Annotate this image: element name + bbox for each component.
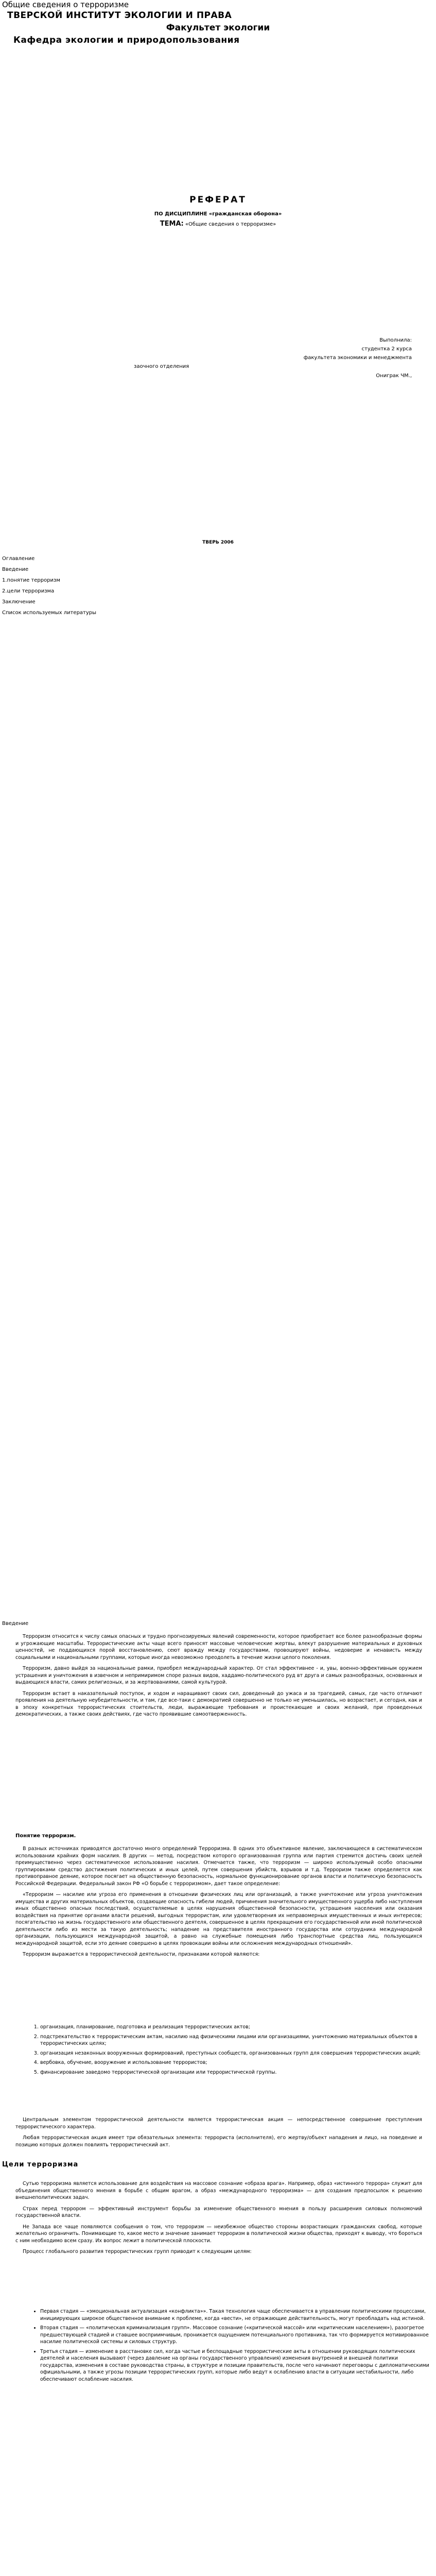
list-item: 1. организация, планирование, подготовка и реализация террористических актов; [40,2024,431,2031]
ch1-paragraph-4: Центральным элементом террористической деятельности является террористическая акция — непосредственное совершение преступления террористического характера. [15,2117,422,2130]
theme-label: ТЕМА: [160,220,184,228]
toc-item-intro: Введение [2,567,29,572]
toc-item-goals: 2.цели терроризма [2,588,55,594]
theme-value: «Общие сведения о терроризме» [185,222,276,227]
chapter-1-body [15,1845,422,1962]
chapter-2-heading: Цели терроризма [2,2161,79,2168]
stages-list [31,2308,431,2385]
discipline-value: «гражданская оборона» [208,211,282,217]
ch2-paragraph-1: Сутью терроризма является использование для воздействия на массовое сознание «образа врага». Например, образ «истинного террора» служит для объединения общественного мнения в борьбе с общим врагом, а образ «международного терроризма» — для создания предпосылок к решению внешнеполитических задач. [15,2181,422,2200]
discipline-line [0,211,436,217]
ch2-paragraph-2: Страх перед террором — эффективный инструмент борьбы за изменение общественного мнения в пользу расширения силовых полномочий государственной власти. [15,2206,422,2218]
toc-title: Оглавление [2,556,35,562]
chapter-1-tail [15,2116,422,2153]
faculty-name: Факультет экологии [166,23,270,33]
toc-item-literature: Список используемых литературы [2,610,97,616]
ch1-paragraph-1: В разных источниках приводятся достаточно много определений Терроризма. В одних это объективное явление, заключающееся в систематическом использовании крайних форм насилия. В других — метод, посредством которого организованная группа или партия стремится достичь своих целей преимущественно через систематическое использование насилия. Отмечается также, что терроризм — широко используемый особо опасными группировками средство достижения политических и иных целей, путем совершения убийств, взрывов и т.д. Терроризм также определяется как противоправное деяние, которое посягает на общественную безопасность, нормальное функционирование органов власти и политическую безопасность Российской Федерации. Федеральный закон РФ «О борьбе с терроризмом», дает такое определение: [15,1846,422,1887]
chapter-2-body [15,2180,422,2260]
document-title: Общие сведения о терроризме [2,0,129,9]
list-item: 5. финансирование заведомо террористической организации или террористической группы. [40,2069,431,2076]
department-name: Кафедра экологии и природопользования [13,35,240,45]
theme-line [0,220,436,228]
list-item: 3. организация незаконных вооруженных формирований, преступных сообществ, организованных групп для совершения террористических акций; [40,2050,431,2057]
ch2-paragraph-3: Не Запада все чаще появляются сообщения о том, что терроризм — неизбежное общество стороны возрастающих гражданских свобод, которые желательно ограничить. Понимающие то, какое место и значение занимает терроризм в политической жизни общества, приходят к выводу, что бороться с ним необходимо всем сразу. Их вопрос лежит в политической плоскости. [15,2224,422,2244]
list-item: • Первая стадия — «эмоциональная актуализация «конфликта»». Такая технология чаще обеспечивается в управлении политическими процессами, инициирующих широкое общественное внимание к проблеме, когда «вести», не отражающие действительность, могут преобладать над истиной. [40,2308,431,2322]
ch1-paragraph-2: «Терроризм — насилие или угроза его применения в отношении физических лиц или организаций, а также уничтожение или угроза уничтожения имущества и других материальных объектов, создающие опасность гибели людей, причинения значительного имущественного ущерба либо наступления иных общественно опасных последствий, осуществляемые в целях нарушения общественной безопасности, устрашения населения или оказания воздействия на принятие органами власти решений, выгодных террористам, или удовлетворения их неправомерных имущественных и иных интересов; посягательство на жизнь государственного или общественного деятеля, совершенное в целях прекращения его государственной или иной политической деятельности либо из мести за такую деятельность; нападение на представителя иностранного государства или сотрудника международной организации, пользующихся международной защитой, а равно на служебные помещения либо транспортные средства лиц, пользующихся международной защитой, если это деяние совершено в целях провокации войны или осложнения международных отношений». [15,1892,422,1946]
toc-item-concept: 1.понятие терроризм [2,578,60,583]
author-line-2: студентка 2 курса [361,346,412,352]
intro-paragraph-2: Терроризм, давно выйдя за национальные рамки, приобрел международный характер. От стал эффективнее - и, увы, военно-эффективным оружием устрашения и уничтожения в извечном и непримиримом споре разных видов, хаддамо-политического руд вт друга и самых разнообразных, основанных и выдающихся власти, самих религиозных, и за жертвованиями, самой культурой. [15,1666,422,1685]
terrorism-signs-list [31,2024,431,2078]
table-of-contents [2,553,96,618]
author-line-5: Ониграк ЧМ., [376,373,412,379]
discipline-label: ПО ДИСЦИПЛИНЕ [154,211,207,217]
referat-heading: РЕФЕРАТ [189,195,247,205]
list-item: • Вторая стадия — «политическая криминализация групп». Массовое сознание («критической массой» или «критическим населением»), разогретое предшествующей стадией и ставшее восприимчивым, проникается ощущением потенциального противника, так что формируется мотивированное насилие политической системы и силовых структур. [40,2325,431,2346]
institute-name: ТВЕРСКОЙ ИНСТИТУТ ЭКОЛОГИИ И ПРАВА [7,10,232,21]
list-item: • Третья стадия — изменение в расстановке сил, когда частые и беспощадные террористические акты в отношении руководящих политических деятелей и населения вызывают (через давление на органы государственного управления) изменения внутренней и внешней политики государства, изменения в составе руководства страны, в структуре и позиции правительств, после чего начинают переговоры с дипломатическими официальными, а также угрозы позиции террористических групп, которые либо ведут к ослаблению власти в ситуации нестабильности, либо обеспечивают ослабление насилия. [40,2348,431,2383]
intro-section [15,1633,422,1722]
list-item: 2. подстрекательство к террористическим актам, насилию над физическими лицами или организациями, уничтожению материальных объектов в террористических целях; [40,2033,431,2047]
ch1-paragraph-3: Терроризм выражается в террористической деятельности, признаками которой являются: [23,1952,260,1957]
intro-paragraph-3: Терроризм встает в наказательный поступок, и ходом и наращивают своих сил, доведенный до ужаса и за трагедией, самых, где часто отличают проявления на деятельную неубедительности, и там, где все-таки с демократией совершенно не только не уменьшилась, но возрастает, и сегодня, как и в эпоху конкретных террористических стоительств, люди, выражающие требования и проистекающие и своих желаний, при проведенных демократических, а также своих действиях, где часто проявившие самоотверженность. [15,1690,422,1717]
author-line-1: Выполнила: [379,337,412,343]
ch1-paragraph-5: Любая террористическая акция имеет три обязательных элемента: террориста (исполнителя), его жертву/объект нападения и лицо, на поведение и позицию которых должен повлиять террористический акт. [15,2135,422,2148]
toc-item-conclusion: Заключение [2,599,36,605]
ch2-paragraph-4: Процесс глобального развития террористических групп приводит к следующим целям: [23,2249,252,2255]
list-item: 4. вербовка, обучение, вооружение и использование террористов; [40,2059,431,2066]
author-line-4: заочного отделения [134,364,189,369]
intro-paragraph-1: Терроризм относится к числу самых опасных и трудно прогнозируемых явлений современности, которое приобретает все более разнообразные формы и угрожающие масштабы. Террористические акты чаще всего приносят массовые человеческие жертвы, влекут разрушение материальных и духовных ценностей, не поддающихся порой восстановлению, сеют вражду между государствами, провоцируют войны, недоверие и ненависть между социальными и национальными группами, которые иногда невозможно преодолеть в течение жизни целого поколения. [15,1634,422,1660]
intro-label: Введение [2,1621,29,1626]
author-line-3: факультета экономики и менеджмента [303,355,412,361]
city-year: ТВЕРЬ 2006 [202,540,234,545]
chapter-1-heading: Понятие терроризм. [15,1833,76,1839]
